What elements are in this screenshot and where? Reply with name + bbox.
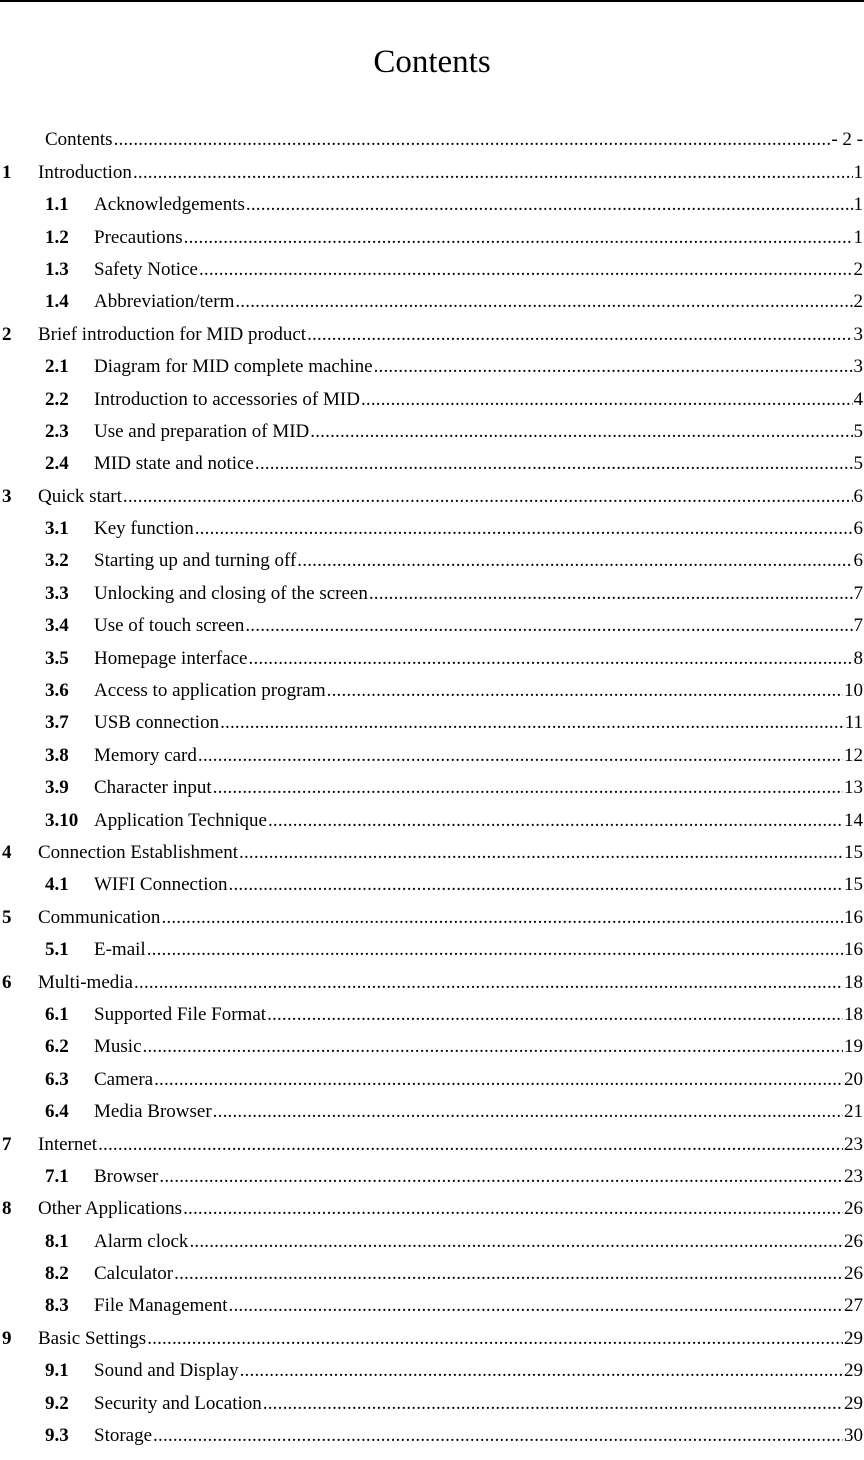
dot-leader (297, 550, 852, 572)
dot-leader (361, 389, 853, 411)
toc-entry-label: Quick start (38, 485, 122, 507)
toc-entry-number: 3 (2, 485, 12, 507)
toc-entry-page: 16 (844, 906, 863, 928)
toc-entry-page: 12 (844, 744, 863, 766)
toc-entry-number: 1.4 (45, 291, 69, 313)
toc-entry-number: 6.4 (45, 1101, 69, 1123)
toc-entry[interactable] (0, 1223, 864, 1255)
toc-entry-page: 20 (844, 1068, 863, 1090)
toc-entry-label: Alarm clock (94, 1230, 189, 1252)
toc-label: Contents (45, 129, 113, 151)
toc-entry-page: 16 (844, 939, 863, 961)
toc-entry[interactable] (0, 867, 864, 899)
toc-entry-page: 4 (853, 388, 863, 410)
toc-entry-page: 11 (844, 712, 863, 734)
dot-leader (153, 1425, 843, 1447)
dot-leader (255, 453, 853, 475)
dot-leader (159, 1166, 843, 1188)
toc-entry[interactable] (0, 575, 864, 607)
toc-entry-number: 4.1 (45, 874, 69, 896)
toc-entry-page: 30 (844, 1425, 863, 1447)
dot-leader (198, 745, 843, 767)
toc-entry-label: File Management (94, 1295, 228, 1317)
toc-entry-label: Brief introduction for MID product (38, 323, 307, 345)
dot-leader (133, 162, 853, 184)
toc-entry-page: 21 (844, 1101, 863, 1123)
toc-entry-number: 6.2 (45, 1036, 69, 1058)
toc-entry-number: 4 (2, 841, 12, 863)
toc-entry-number: 7.1 (45, 1165, 69, 1187)
dot-leader (147, 939, 843, 961)
dot-leader (268, 810, 843, 832)
toc-entry[interactable] (0, 446, 864, 478)
toc-entry-page: 1 (853, 194, 863, 216)
toc-entry-label: Storage (94, 1425, 153, 1447)
toc-entry[interactable] (0, 673, 864, 705)
toc-entry[interactable] (0, 252, 864, 284)
toc-entry-label: USB connection (94, 712, 220, 734)
page-title: Contents (373, 44, 491, 80)
toc-entry-number: 3.10 (45, 809, 79, 831)
toc-entry[interactable] (0, 1061, 864, 1093)
toc-entry-label: Basic Settings (38, 1327, 147, 1349)
toc-entry-number: 8.1 (45, 1230, 69, 1252)
toc-entry[interactable] (0, 1320, 864, 1352)
toc-entries (0, 154, 864, 1450)
toc-entry[interactable] (0, 737, 864, 769)
toc-entry-number: 1.1 (45, 194, 69, 216)
toc-entry-number: 9 (2, 1327, 12, 1349)
toc-entry-label: Multi-media (38, 971, 133, 993)
toc-entry-page: 26 (844, 1230, 863, 1252)
toc-entry-page: 18 (844, 971, 863, 993)
toc-entry-label: Homepage interface (94, 647, 248, 669)
dot-leader (240, 1360, 843, 1382)
toc-entry-label: Camera (94, 1068, 154, 1090)
toc-entry-label: Acknowledgements (94, 194, 245, 216)
toc-entry-label: Precautions (94, 226, 183, 248)
toc-entry-page: 5 (853, 420, 863, 442)
toc-entry-label: MID state and notice (94, 453, 254, 475)
toc-entry[interactable] (0, 932, 864, 964)
dot-leader (245, 615, 852, 637)
toc-entry[interactable] (0, 770, 864, 802)
toc-entry[interactable] (0, 414, 864, 446)
toc-entry[interactable] (0, 802, 864, 834)
toc-entry-number: 3.6 (45, 680, 69, 702)
toc-entry-page: 23 (844, 1133, 863, 1155)
toc-entry-page: 29 (844, 1392, 863, 1414)
toc-entry-number: 1.2 (45, 226, 69, 248)
toc-entry-number: 3.9 (45, 777, 69, 799)
toc-entry-page: 15 (844, 841, 863, 863)
dot-leader (369, 583, 853, 605)
toc-entry-label: Application Technique (94, 809, 267, 831)
toc-entry-label: Character input (94, 777, 212, 799)
toc-entry-label: Media Browser (94, 1101, 212, 1123)
toc-header-row[interactable] (0, 122, 864, 154)
dot-leader (123, 486, 853, 508)
dot-leader (98, 1134, 843, 1156)
toc-entry[interactable] (0, 1094, 864, 1126)
toc-entry-label: Use of touch screen (94, 615, 245, 637)
dot-leader (195, 518, 853, 540)
toc-entry-label: WIFI Connection (94, 874, 228, 896)
toc-entry-number: 9.1 (45, 1360, 69, 1382)
dot-leader (213, 1101, 843, 1123)
toc-entry[interactable] (0, 284, 864, 316)
toc-entry-page: 15 (844, 874, 863, 896)
dot-leader (310, 421, 852, 443)
dot-leader (246, 194, 853, 216)
toc-entry-page: 6 (853, 518, 863, 540)
toc-entry[interactable] (0, 640, 864, 672)
toc-entry[interactable] (0, 1288, 864, 1320)
toc-entry-label: Starting up and turning off (94, 550, 297, 572)
toc-entry-page: 27 (844, 1295, 863, 1317)
dot-leader (229, 1295, 844, 1317)
toc-entry-page: 3 (853, 356, 863, 378)
dot-leader (114, 129, 831, 151)
toc-entry-page: 29 (844, 1360, 863, 1382)
toc-entry-label: Abbreviation/term (94, 291, 235, 313)
dot-leader (239, 842, 843, 864)
table-of-contents (0, 122, 864, 1450)
dot-leader (307, 324, 852, 346)
dot-leader (374, 356, 853, 378)
dot-leader (189, 1231, 843, 1253)
toc-entry[interactable] (0, 997, 864, 1029)
toc-entry[interactable] (0, 1126, 864, 1158)
toc-entry-number: 2 (2, 323, 12, 345)
toc-entry-number: 9.3 (45, 1425, 69, 1447)
toc-entry-number: 8.3 (45, 1295, 69, 1317)
toc-entry-label: Key function (94, 518, 194, 540)
dot-leader (267, 1004, 843, 1026)
toc-entry-page: 1 (853, 226, 863, 248)
dot-leader (161, 907, 843, 929)
toc-entry[interactable] (0, 835, 864, 867)
toc-entry[interactable] (0, 316, 864, 348)
toc-entry-page: 2 (853, 291, 863, 313)
toc-entry-number: 1.3 (45, 258, 69, 280)
toc-entry[interactable] (0, 511, 864, 543)
dot-leader (154, 1069, 843, 1091)
toc-entry-page: 23 (844, 1165, 863, 1187)
toc-entry-page: 6 (853, 550, 863, 572)
toc-entry-number: 2.4 (45, 453, 69, 475)
toc-entry-label: Other Applications (38, 1198, 183, 1220)
toc-page: - 2 - (831, 129, 863, 151)
toc-entry-page: 3 (853, 323, 863, 345)
toc-entry[interactable] (0, 1353, 864, 1385)
toc-entry-number: 2.1 (45, 356, 69, 378)
toc-entry-page: 2 (853, 258, 863, 280)
toc-entry-page: 1 (853, 161, 863, 183)
toc-entry-page: 6 (853, 485, 863, 507)
toc-entry-page: 7 (853, 582, 863, 604)
toc-entry-page: 26 (844, 1263, 863, 1285)
toc-entry[interactable] (0, 154, 864, 186)
toc-entry-number: 3.2 (45, 550, 69, 572)
dot-leader (143, 1036, 844, 1058)
toc-entry-page: 13 (844, 777, 863, 799)
toc-entry-label: Access to application program (94, 680, 326, 702)
toc-entry-label: Use and preparation of MID (94, 420, 310, 442)
toc-entry-label: Memory card (94, 744, 197, 766)
dot-leader (213, 777, 843, 799)
dot-leader (174, 1263, 843, 1285)
dot-leader (235, 291, 852, 313)
toc-entry[interactable] (0, 349, 864, 381)
toc-entry-number: 6.1 (45, 1003, 69, 1025)
top-rule (0, 0, 864, 2)
toc-entry-number: 3.5 (45, 647, 69, 669)
toc-entry-number: 8.2 (45, 1263, 69, 1285)
toc-entry-label: Diagram for MID complete machine (94, 356, 373, 378)
toc-entry[interactable] (0, 1385, 864, 1417)
toc-entry-label: Music (94, 1036, 142, 1058)
toc-entry-page: 26 (844, 1198, 863, 1220)
toc-entry-number: 3.7 (45, 712, 69, 734)
toc-entry-label: Introduction (38, 161, 132, 183)
toc-entry-page: 18 (844, 1003, 863, 1025)
toc-entry[interactable] (0, 1159, 864, 1191)
toc-entry-number: 7 (2, 1133, 12, 1155)
toc-entry[interactable] (0, 543, 864, 575)
toc-entry[interactable] (0, 381, 864, 413)
toc-entry-number: 1 (2, 161, 12, 183)
toc-entry-number: 8 (2, 1198, 12, 1220)
toc-entry-label: Security and Location (94, 1392, 262, 1414)
toc-entry-label: Safety Notice (94, 258, 198, 280)
toc-entry[interactable] (0, 1256, 864, 1288)
toc-entry[interactable] (0, 219, 864, 251)
toc-entry-number: 3.1 (45, 518, 69, 540)
toc-entry[interactable] (0, 705, 864, 737)
dot-leader (249, 648, 853, 670)
toc-entry-number: 9.2 (45, 1392, 69, 1414)
toc-entry-number: 2.3 (45, 420, 69, 442)
toc-entry-number: 3.3 (45, 582, 69, 604)
toc-entry-page: 5 (853, 453, 863, 475)
dot-leader (327, 680, 843, 702)
dot-leader (229, 874, 843, 896)
dot-leader (134, 972, 843, 994)
toc-entry-number: 5.1 (45, 939, 69, 961)
toc-entry[interactable] (0, 1418, 864, 1450)
toc-entry-page: 14 (844, 809, 863, 831)
toc-entry-label: E-mail (94, 939, 146, 961)
toc-entry-number: 3.4 (45, 615, 69, 637)
toc-entry[interactable] (0, 964, 864, 996)
toc-entry-label: Calculator (94, 1263, 174, 1285)
toc-entry-label: Sound and Display (94, 1360, 239, 1382)
toc-entry-number: 3.8 (45, 744, 69, 766)
dot-leader (183, 1198, 843, 1220)
dot-leader (263, 1393, 843, 1415)
toc-entry-label: Connection Establishment (38, 841, 239, 863)
toc-entry-number: 5 (2, 906, 12, 928)
dot-leader (147, 1328, 843, 1350)
toc-entry[interactable] (0, 899, 864, 931)
toc-entry-label: Browser (94, 1165, 159, 1187)
toc-entry[interactable] (0, 1029, 864, 1061)
toc-entry-label: Internet (38, 1133, 98, 1155)
toc-entry-number: 6 (2, 971, 12, 993)
toc-entry-page: 19 (844, 1036, 863, 1058)
toc-entry-label: Supported File Format (94, 1003, 267, 1025)
toc-entry-number: 2.2 (45, 388, 69, 410)
toc-entry[interactable] (0, 1191, 864, 1223)
toc-entry-number: 6.3 (45, 1068, 69, 1090)
toc-entry-page: 29 (844, 1327, 863, 1349)
toc-entry-page: 10 (844, 680, 863, 702)
toc-entry-label: Introduction to accessories of MID (94, 388, 360, 410)
toc-entry[interactable] (0, 187, 864, 219)
toc-entry-label: Unlocking and closing of the screen (94, 582, 368, 604)
dot-leader (199, 259, 853, 281)
dot-leader (220, 712, 844, 734)
toc-entry-label: Communication (38, 906, 161, 928)
toc-entry-page: 8 (853, 647, 863, 669)
dot-leader (184, 227, 853, 249)
toc-entry[interactable] (0, 478, 864, 510)
toc-entry-page: 7 (853, 615, 863, 637)
toc-entry[interactable] (0, 608, 864, 640)
